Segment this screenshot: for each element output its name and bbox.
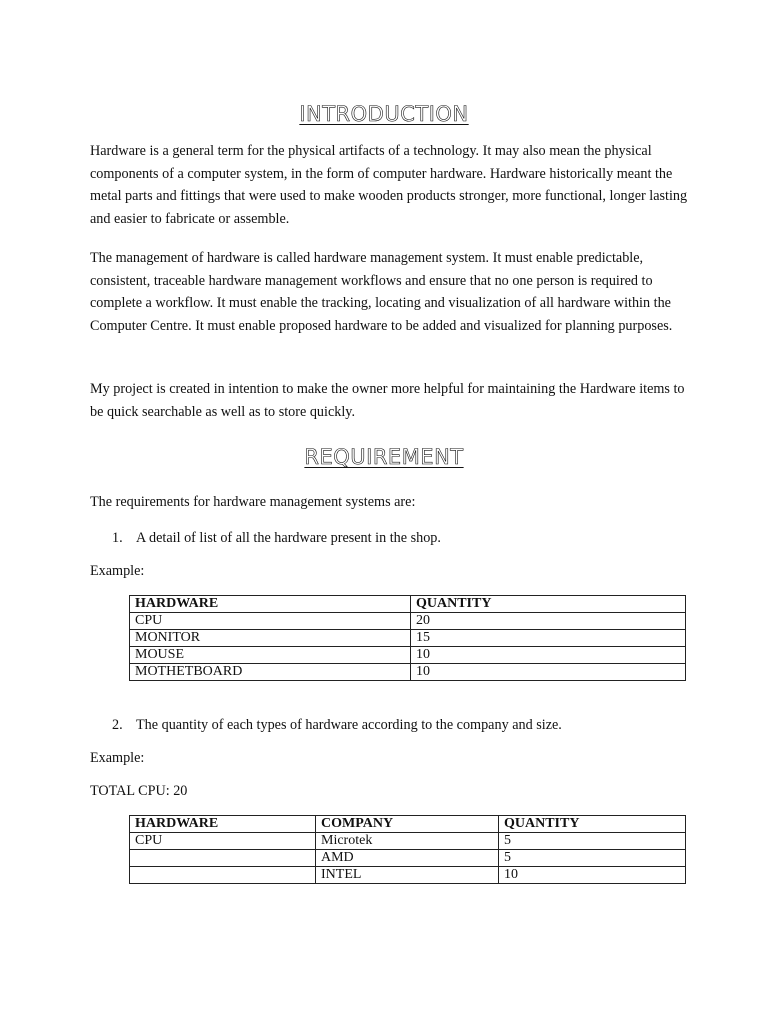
table-cell: [130, 867, 316, 884]
table-cell: [130, 850, 316, 867]
requirement-item-2: [112, 716, 562, 734]
column-header: COMPANY: [316, 816, 499, 833]
example-label-1: Example:: [90, 563, 145, 579]
table-header-row: [130, 816, 686, 833]
table-cell: CPU: [130, 833, 316, 850]
list-number: 2.: [112, 717, 123, 733]
table-cell: AMD: [316, 850, 499, 867]
column-header: HARDWARE: [130, 816, 316, 833]
intro-paragraph-3: My project is created in intention to make the owner more helpful for maintaining the Hardware items to be quick searchable as well as to store quickly.: [90, 381, 685, 420]
cpu-company-table: [129, 815, 686, 884]
table-row: [130, 850, 686, 867]
table-cell: 20: [411, 613, 686, 630]
table-cell: 10: [499, 867, 686, 884]
table-cell: 15: [411, 630, 686, 647]
column-header: QUANTITY: [499, 816, 686, 833]
table-row: [130, 613, 686, 630]
column-header: QUANTITY: [411, 596, 686, 613]
table-cell: 5: [499, 850, 686, 867]
table-row: [130, 833, 686, 850]
hardware-quantity-table: [129, 595, 686, 681]
heading-introduction: INTRODUCTION: [299, 102, 469, 126]
requirement-item-1: [112, 529, 441, 547]
list-text: A detail of list of all the hardware present in the shop.: [136, 530, 441, 546]
example-label-2: Example:: [90, 750, 145, 766]
table-row: [130, 647, 686, 664]
table-cell: 5: [499, 833, 686, 850]
column-header: HARDWARE: [130, 596, 411, 613]
table-cell: 10: [411, 664, 686, 681]
table-cell: MONITOR: [130, 630, 411, 647]
table-cell: CPU: [130, 613, 411, 630]
list-number: 1.: [112, 530, 123, 546]
table-cell: Microtek: [316, 833, 499, 850]
heading-requirement: REQUIREMENT: [304, 445, 464, 469]
table-cell: MOTHETBOARD: [130, 664, 411, 681]
requirement-lead: The requirements for hardware management systems are:: [90, 494, 416, 510]
intro-paragraph-2: The management of hardware is called hardware management system. It must enable predictable, consistent, traceable hardware management workflows and ensure that no one person is required to complete a workflow. It must enable the tracking, locating and visualization of all hardware within the Computer Centre. It must enable proposed hardware to be added and visualized for planning purposes.: [90, 250, 673, 334]
table-row: [130, 630, 686, 647]
intro-paragraph-1: Hardware is a general term for the physical artifacts of a technology. It may also mean the physical components of a computer system, in the form of computer hardware. Hardware historically meant the metal parts and fittings that were used to make wooden products stronger, more functional, longer lasting and easier to fabricate or assemble.: [90, 143, 688, 227]
total-cpu-label: TOTAL CPU: 20: [90, 783, 188, 799]
table-row: [130, 867, 686, 884]
list-text: The quantity of each types of hardware according to the company and size.: [136, 717, 562, 733]
table-cell: MOUSE: [130, 647, 411, 664]
table-cell: INTEL: [316, 867, 499, 884]
table-header-row: [130, 596, 686, 613]
table-cell: 10: [411, 647, 686, 664]
table-row: [130, 664, 686, 681]
